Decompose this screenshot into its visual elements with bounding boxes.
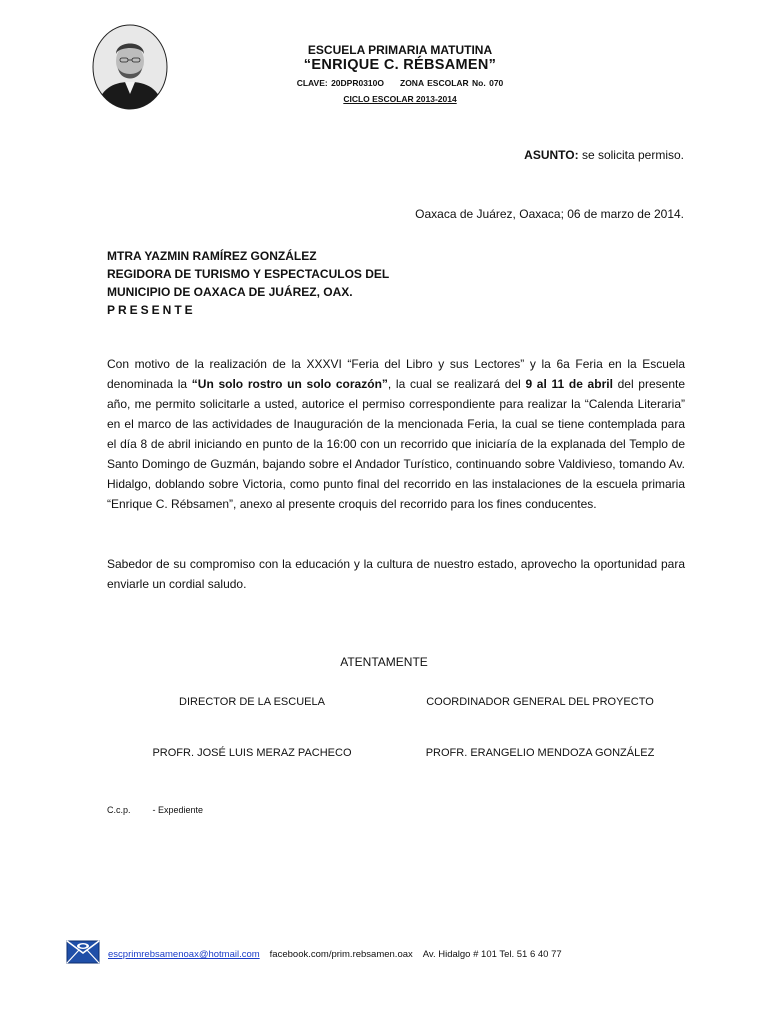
school-cycle: CICLO ESCOLAR 2013-2014	[343, 94, 457, 104]
recipient-presente: PRESENTE	[107, 303, 196, 317]
signer-right-title: COORDINADOR GENERAL DEL PROYECTO	[426, 696, 654, 708]
p1-text-a: Con motivo de la realización de la XXXVI “Feria del Libro y sus Lectores” y la 6a Feria en la Escuela denominada la	[107, 357, 685, 391]
body-paragraph-2: Sabedor de su compromiso con la educación y la cultura de nuestro estado, aprovecho la oportunidad para enviarle un cordial saludo.	[107, 557, 685, 591]
p1-slogan: “Un solo rostro un solo corazón”	[191, 377, 388, 391]
ccp-line	[107, 805, 203, 815]
recipient-block	[107, 247, 389, 319]
school-type: ESCUELA PRIMARIA MATUTINA	[307, 43, 493, 57]
school-codes	[200, 78, 600, 88]
subject-line	[524, 148, 684, 162]
school-clave: CLAVE: 20DPR0310O	[296, 78, 384, 88]
p1-dates: 9 al 11 de abril	[525, 377, 613, 391]
recipient-municipality: MUNICIPIO DE OAXACA DE JUÁREZ, OAX.	[107, 285, 353, 299]
body-paragraph-1	[107, 354, 685, 514]
p1-text-e: del presente año, me permito solicitarle a usted, autorice el permiso correspondiente para realizar la “Calenda Literaria” en el marco de las actividades de Inauguración de la mencionada Feria, la cual se tiene contemplada para el día 8 de abril iniciando en punto de la 16:00 con un recorrido que iniciaría de la explanada del Templo de Santo Domingo de Guzmán, bajando sobre el Andador Turístico, continuando sobre Valdivieso, tomando Av. Hidalgo, doblando sobre Victoria, como punto final del recorrido en las instalaciones de la escuela primaria “Enrique C. Rébsamen”, anexo al presente croquis del recorrido para los fines conducentes.	[107, 377, 685, 511]
footer-facebook: facebook.com/prim.rebsamen.oax	[269, 949, 413, 960]
subject-label: ASUNTO:	[524, 148, 579, 162]
recipient-title: REGIDORA DE TURISMO Y ESPECTACULOS DEL	[107, 267, 390, 281]
p1-text-c: , la cual se realizará del	[387, 377, 526, 391]
footer-address: Av. Hidalgo # 101 Tel. 51 6 40 77	[422, 949, 562, 960]
place-date: Oaxaca de Juárez, Oaxaca; 06 de marzo de 2014.	[415, 207, 684, 221]
ccp-text: - Expediente	[152, 805, 204, 815]
recipient-name: MTRA YAZMIN RAMÍREZ GONZÁLEZ	[107, 249, 317, 263]
mail-icon	[66, 940, 100, 964]
ccp-label: C.c.p.	[107, 805, 131, 815]
footer-email-link[interactable]: escprimrebsamenoax@hotmail.com	[108, 949, 260, 960]
signer-left-name: PROFR. JOSÉ LUIS MERAZ PACHECO	[152, 747, 352, 759]
signer-left-title: DIRECTOR DE LA ESCUELA	[179, 696, 325, 708]
portrait-logo	[92, 24, 168, 110]
closing-atentamente: ATENTAMENTE	[340, 655, 428, 669]
footer-contact	[108, 949, 562, 960]
school-name: “ENRIQUE C. RÉBSAMEN”	[303, 57, 497, 73]
signer-right-name: PROFR. ERANGELIO MENDOZA GONZÁLEZ	[425, 747, 655, 759]
school-zona: ZONA ESCOLAR No. 070	[400, 78, 504, 88]
subject-text: se solicita permiso.	[578, 148, 684, 162]
